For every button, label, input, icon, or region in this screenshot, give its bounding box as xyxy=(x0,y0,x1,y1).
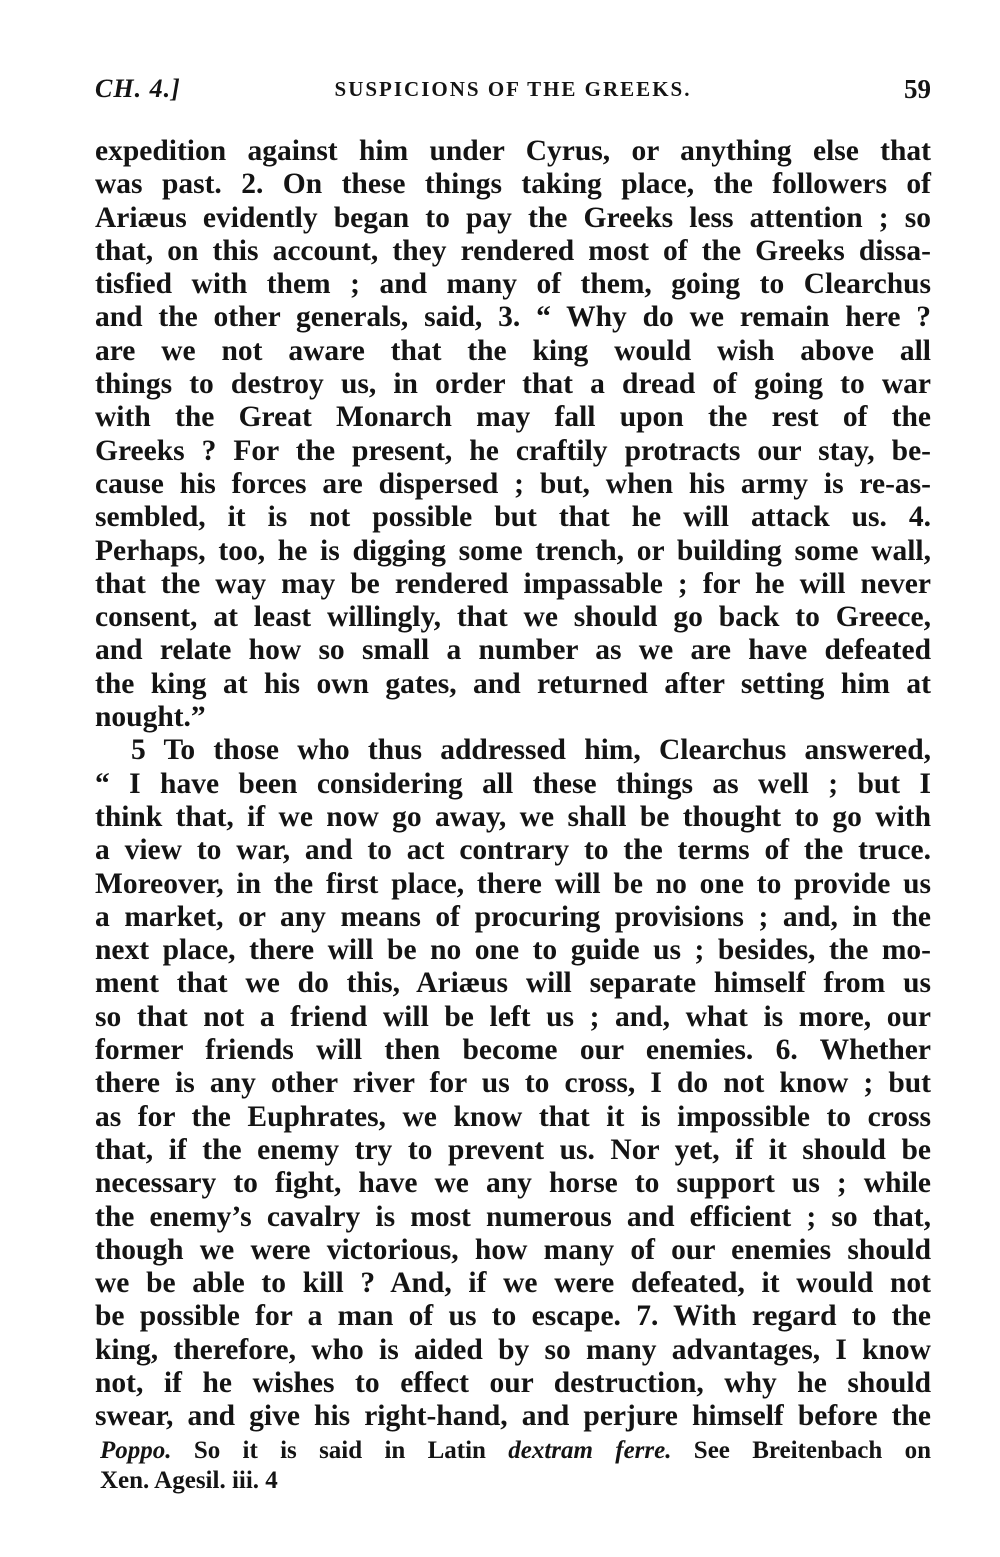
footnote-latin-phrase: dextram ferre. xyxy=(508,1437,672,1464)
text-line: that the way may be rendered impassable ; for he will never xyxy=(95,567,931,600)
text-line: and the other generals, said, 3. “ Why do we remain here ? xyxy=(95,301,931,334)
footnote xyxy=(100,1436,931,1496)
text-line: next place, there will be no one to guide us ; besides, the mo- xyxy=(95,934,931,967)
text-line: as for the Euphrates, we know that it is impossible to cross xyxy=(95,1100,931,1133)
running-header xyxy=(95,74,931,114)
text-line: be possible for a man of us to escape. 7. With regard to the xyxy=(95,1300,931,1333)
text-line: not, if he wishes to effect our destruction, why he should xyxy=(95,1366,931,1399)
text-line: necessary to fight, have we any horse to support us ; while xyxy=(95,1167,931,1200)
footnote-line: Xen. Agesil. iii. 4 xyxy=(100,1467,278,1494)
text-line: expedition against him under Cyrus, or anything else that xyxy=(95,135,931,167)
text-line: think that, if we now go away, we shall be thought to go with xyxy=(95,800,931,833)
text-line: a market, or any means of procuring provisions ; and, in the xyxy=(95,900,931,933)
text-line: though we were victorious, how many of our enemies should xyxy=(95,1233,931,1266)
text-line: swear, and give his right-hand, and perjure himself before the xyxy=(95,1400,931,1433)
paragraph-start-line: 5 To those who thus addressed him, Clearchus answered, xyxy=(131,734,931,767)
text-line: we be able to kill ? And, if we were defeated, it would not xyxy=(95,1267,931,1300)
text-line: ment that we do this, Ariæus will separate himself from us xyxy=(95,967,931,1000)
text-line: are we not aware that the king would wish above all xyxy=(95,334,931,367)
text-line: king, therefore, who is aided by so many advantages, I know xyxy=(95,1333,931,1366)
text-line: things to destroy us, in order that a dread of going to war xyxy=(95,368,931,401)
text-line: Moreover, in the first place, there will be no one to provide us xyxy=(95,867,931,900)
text-line: the king at his own gates, and returned after setting him at xyxy=(95,667,931,700)
text-line: cause his forces are dispersed ; but, when his army is re-as- xyxy=(95,467,931,500)
footnote-author: Poppo. xyxy=(100,1437,172,1464)
footnote-text: See Breitenbach on xyxy=(671,1437,931,1464)
text-line: the enemy’s cavalry is most numerous and efficient ; so that, xyxy=(95,1200,931,1233)
text-line: that, on this account, they rendered most of the Greeks dissa- xyxy=(95,234,931,267)
text-line: was past. 2. On these things taking place, the followers of xyxy=(95,168,931,201)
text-line: sembled, it is not possible but that he will attack us. 4. xyxy=(95,501,931,534)
text-line: with the Great Monarch may fall upon the rest of the xyxy=(95,401,931,434)
text-line: tisfied with them ; and many of them, going to Clearchus xyxy=(95,268,931,301)
text-line: Ariæus evidently began to pay the Greeks less attention ; so xyxy=(95,201,931,234)
text-line: and relate how so small a number as we are have defeated xyxy=(95,634,931,667)
text-line: that, if the enemy try to prevent us. Nor yet, if it should be xyxy=(95,1133,931,1166)
footnote-text: So it is said in Latin xyxy=(171,1437,509,1464)
body-text xyxy=(95,135,931,1434)
page-number: 59 xyxy=(904,74,931,104)
paragraph-end-line: nought.” xyxy=(95,701,206,734)
text-line: consent, at least willingly, that we should go back to Greece, xyxy=(95,601,931,634)
running-title: SUSPICIONS OF THE GREEKS. xyxy=(334,77,692,101)
text-line: a view to war, and to act contrary to the terms of the truce. xyxy=(95,834,931,867)
text-line: Perhaps, too, he is digging some trench, or building some wall, xyxy=(95,534,931,567)
text-line: so that not a friend will be left us ; and, what is more, our xyxy=(95,1000,931,1033)
text-line: there is any other river for us to cross, I do not know ; but xyxy=(95,1067,931,1100)
text-line: “ I have been considering all these things as well ; but I xyxy=(95,767,931,800)
chapter-marker: CH. 4.] xyxy=(95,74,181,103)
text-line: former friends will then become our enemies. 6. Whether xyxy=(95,1034,931,1067)
footnote-line xyxy=(100,1436,931,1466)
text-line: Greeks ? For the present, he craftily protracts our stay, be- xyxy=(95,434,931,467)
